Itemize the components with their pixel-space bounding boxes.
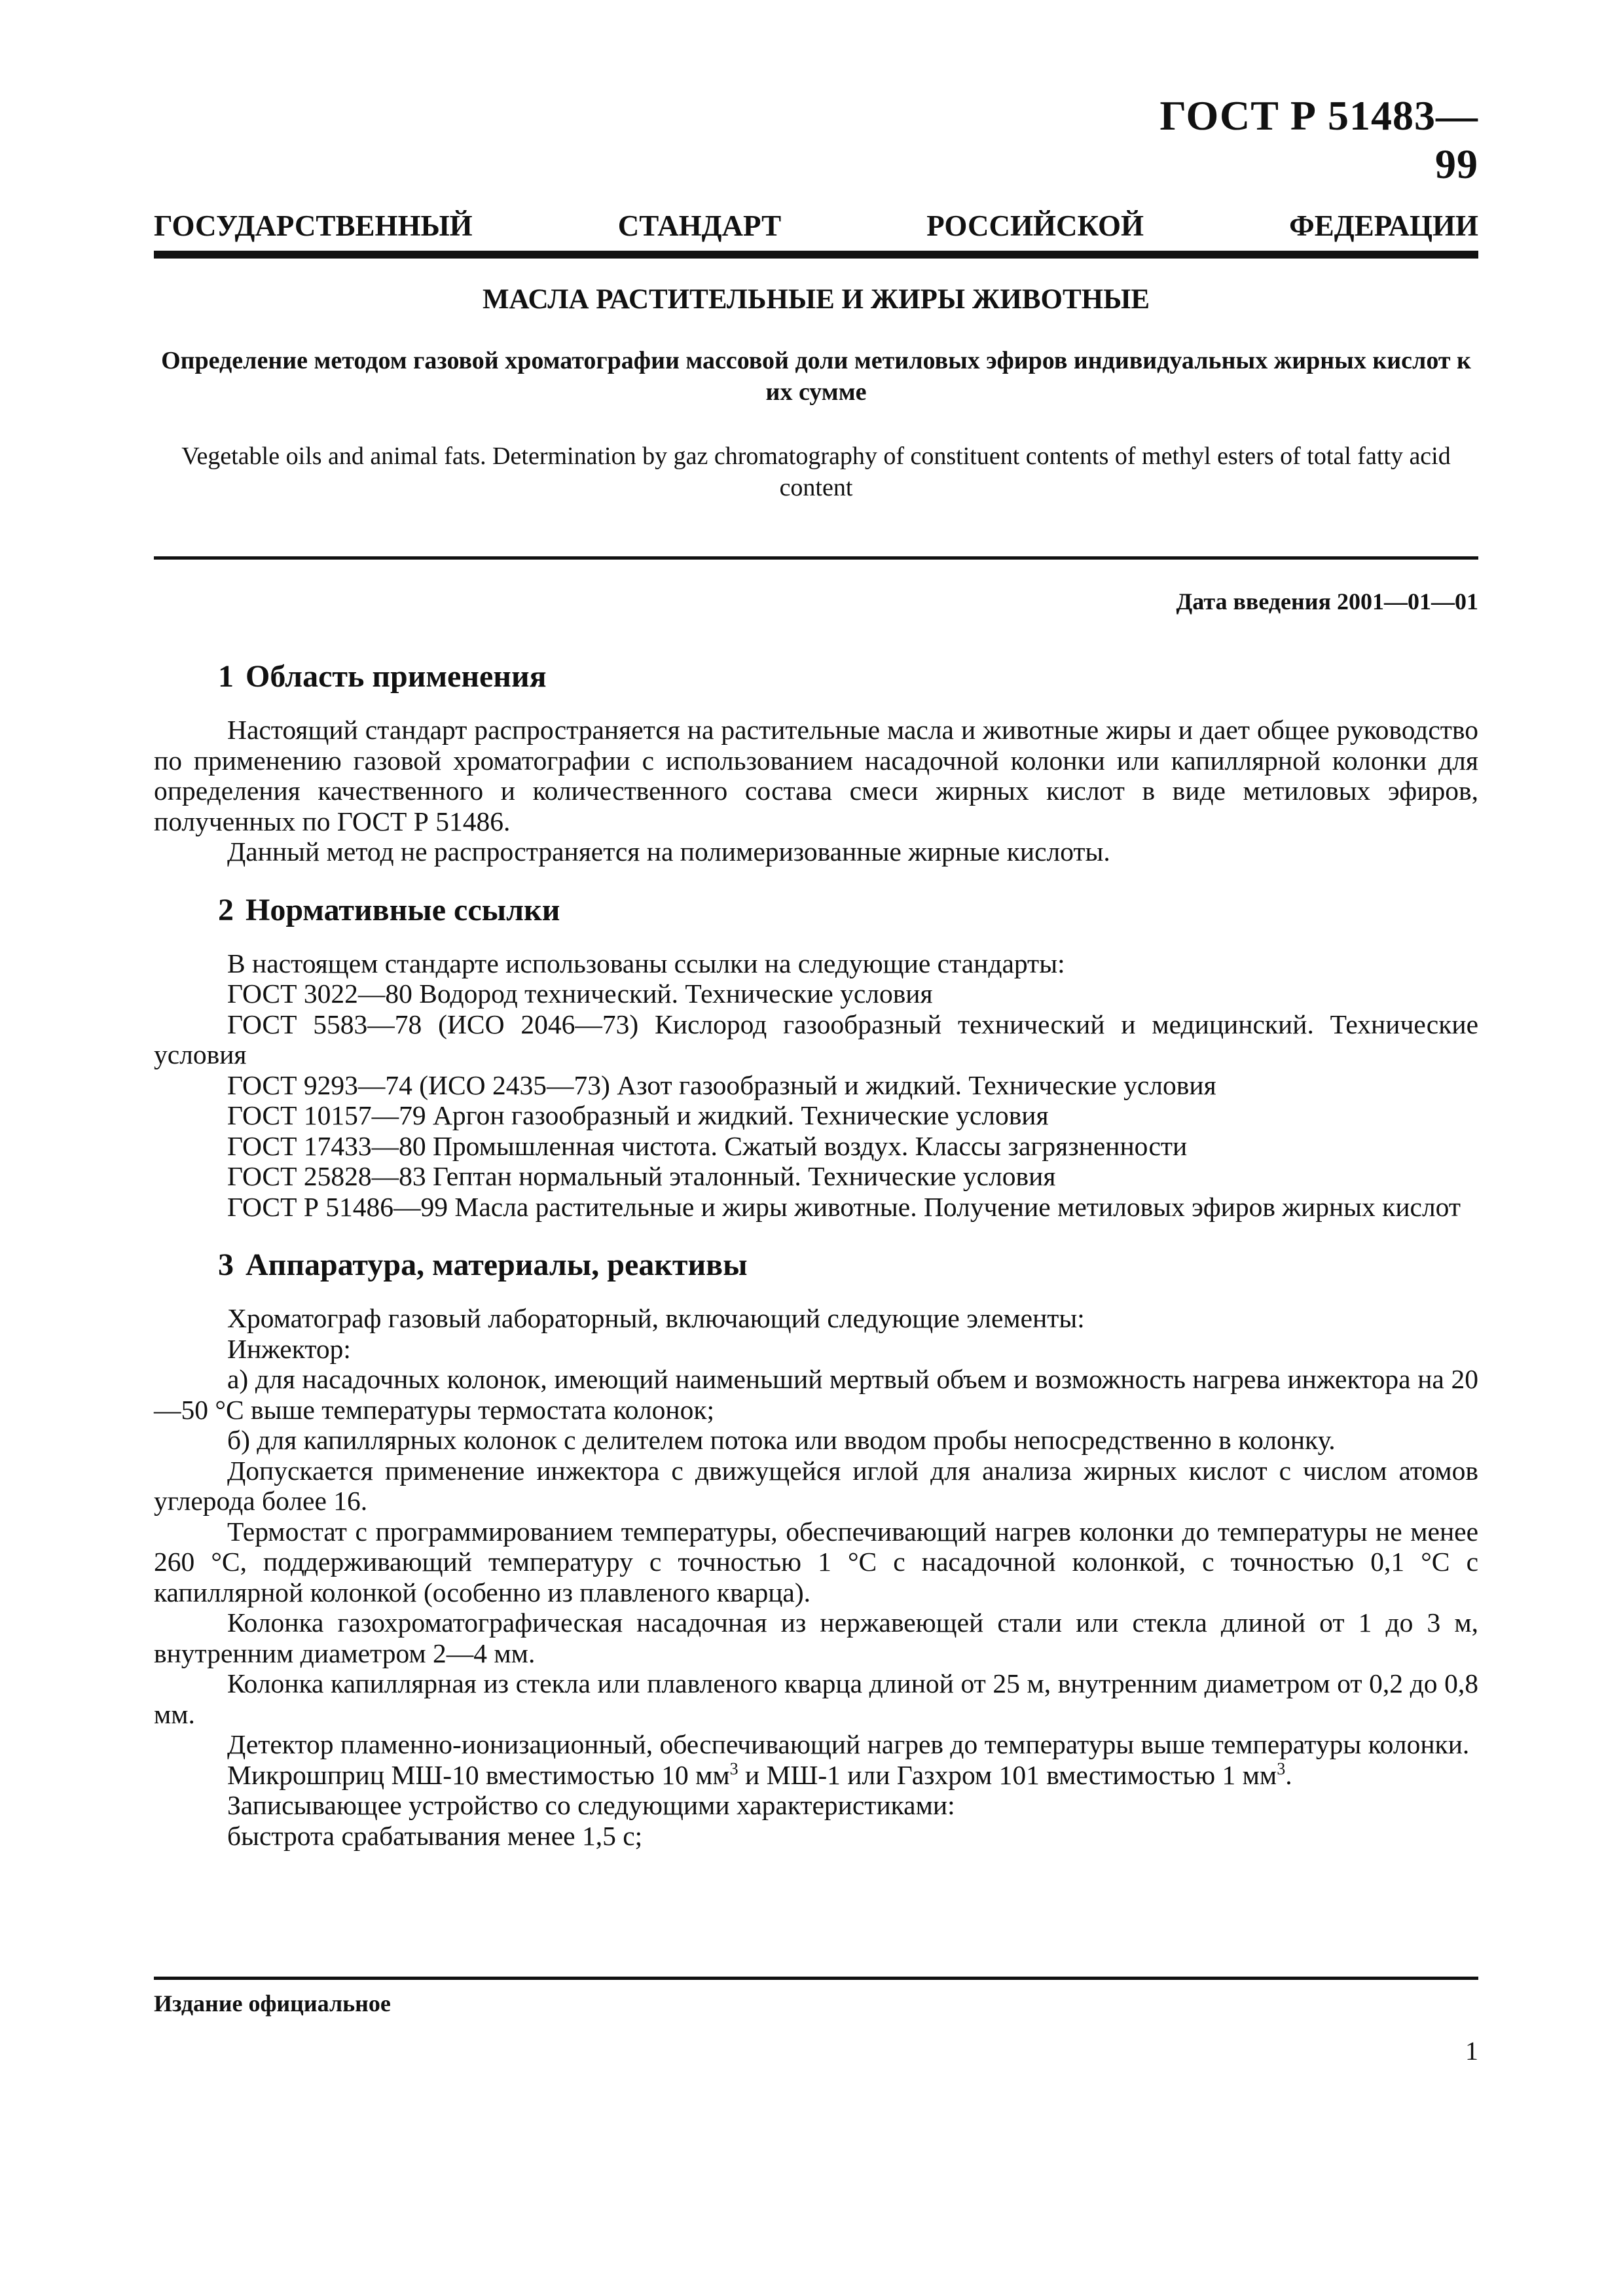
english-title: Vegetable oils and animal fats. Determination by gaz chromatography of constituent contents of methyl esters of total fatty acid content	[181, 442, 1451, 501]
text-run: .	[1285, 1759, 1292, 1790]
superscript: 3	[1277, 1759, 1286, 1778]
paragraph: Хроматограф газовый лабораторный, включающий следующие элементы:	[227, 1303, 1085, 1333]
paragraph: быстрота срабатывания менее 1,5 с;	[227, 1820, 643, 1851]
title-rule	[154, 556, 1478, 560]
text-run: Микрошприц МШ-10 вместимостью 10 мм	[227, 1759, 730, 1790]
document-subtitle: Определение методом газовой хроматографии массовой доли метиловых эфиров индивидуальных жирных кислот к их сумме	[161, 347, 1471, 406]
paragraph: б) для капиллярных колонок с делителем потока или вводом пробы непосредственно в колонку.	[227, 1425, 1336, 1455]
reference-item: ГОСТ 9293—74 (ИСО 2435—73) Азот газообразный и жидкий. Технические условия	[227, 1069, 1216, 1100]
reference-item: ГОСТ 25828—83 Гептан нормальный эталонный. Технические условия	[227, 1161, 1056, 1191]
edition-label: Издание официальное	[154, 1990, 391, 2017]
paragraph: Допускается применение инжектора с движущейся иглой для анализа жирных кислот с числом атомов углерода более 16.	[154, 1455, 1478, 1516]
paragraph: Детектор пламенно-ионизационный, обеспечивающий нагрев до температуры выше температуры колонки.	[227, 1729, 1470, 1759]
section-apparatus	[154, 1247, 1478, 1851]
reference-item: ГОСТ Р 51486—99 Масла растительные и жиры животные. Получение метиловых эфиров жирных кислот	[227, 1191, 1461, 1222]
section-number: 2	[218, 892, 234, 927]
footer-rule	[154, 1977, 1478, 1980]
section-title: Нормативные ссылки	[246, 892, 560, 927]
section-number: 1	[218, 659, 234, 694]
paragraph: В настоящем стандарте использованы ссылки на следующие стандарты:	[227, 948, 1065, 978]
paragraph: Колонка газохроматографическая насадочная из нержавеющей стали или стекла длиной от 1 до 3 м, внутренним диаметром 2—4 мм.	[154, 1607, 1478, 1668]
text-run: и МШ-1 или Газхром 101 вместимостью 1 мм	[738, 1759, 1277, 1790]
section-heading	[154, 658, 1478, 695]
section-references	[154, 892, 1478, 1223]
paragraph: Колонка капиллярная из стекла или плавленого кварца длиной от 25 м, внутренним диаметром от 0,2 до 0,8 мм.	[154, 1668, 1478, 1729]
superscript: 3	[729, 1759, 739, 1778]
section-title: Аппаратура, материалы, реактивы	[246, 1247, 748, 1282]
reference-item: ГОСТ 17433—80 Промышленная чистота. Сжатый воздух. Классы загрязненности	[227, 1130, 1188, 1161]
document-title: МАСЛА РАСТИТЕЛЬНЫЕ И ЖИРЫ ЖИВОТНЫЕ	[482, 284, 1150, 315]
paragraph	[154, 1760, 1478, 1791]
introduction-date: Дата введения 2001—01—01	[1176, 588, 1478, 615]
section-heading	[154, 1247, 1478, 1283]
header-rule	[154, 251, 1478, 259]
reference-item: ГОСТ 10157—79 Аргон газообразный и жидкий. Технические условия	[227, 1100, 1049, 1130]
reference-item: ГОСТ 5583—78 (ИСО 2046—73) Кислород газообразный технический и медицинский. Технические условия	[154, 1009, 1478, 1069]
paragraph: Инжектор:	[227, 1333, 351, 1364]
section-scope	[154, 658, 1478, 867]
paragraph: Записывающее устройство со следующими характеристиками:	[227, 1790, 955, 1820]
document-code: ГОСТ Р 51483—99	[1159, 92, 1478, 187]
document-body	[154, 658, 1478, 1876]
section-number: 3	[218, 1247, 234, 1282]
paragraph: Термостат с программированием температуры, обеспечивающий нагрев колонки до температуры не менее 260 °С, поддерживающий температуру с точностью 1 °С с насадочной колонкой, с точностью 0,1 °С с капиллярной колонкой (особенно из плавленого кварца).	[154, 1516, 1478, 1607]
page-number: 1	[1465, 2036, 1478, 2066]
standard-header: ГОСУДАРСТВЕННЫЙ СТАНДАРТ РОССИЙСКОЙ ФЕДЕРАЦИИ	[154, 209, 1478, 242]
section-heading	[154, 892, 1478, 929]
paragraph: Настоящий стандарт распространяется на растительные масла и животные жиры и дает общее руководство по применению газовой хроматографии с использованием насадочной колонки или капиллярной колонки для определения качественного и количественного состава смеси жирных кислот в виде метиловых эфиров, полученных по ГОСТ Р 51486.	[154, 715, 1478, 836]
paragraph: а) для насадочных колонок, имеющий наименьший мертвый объем и возможность нагрева инжектора на 20—50 °С выше температуры термостата колонок;	[154, 1364, 1478, 1425]
section-title: Область применения	[246, 659, 547, 694]
paragraph: Данный метод не распространяется на полимеризованные жирные кислоты.	[227, 836, 1110, 867]
reference-item: ГОСТ 3022—80 Водород технический. Технические условия	[227, 978, 933, 1009]
